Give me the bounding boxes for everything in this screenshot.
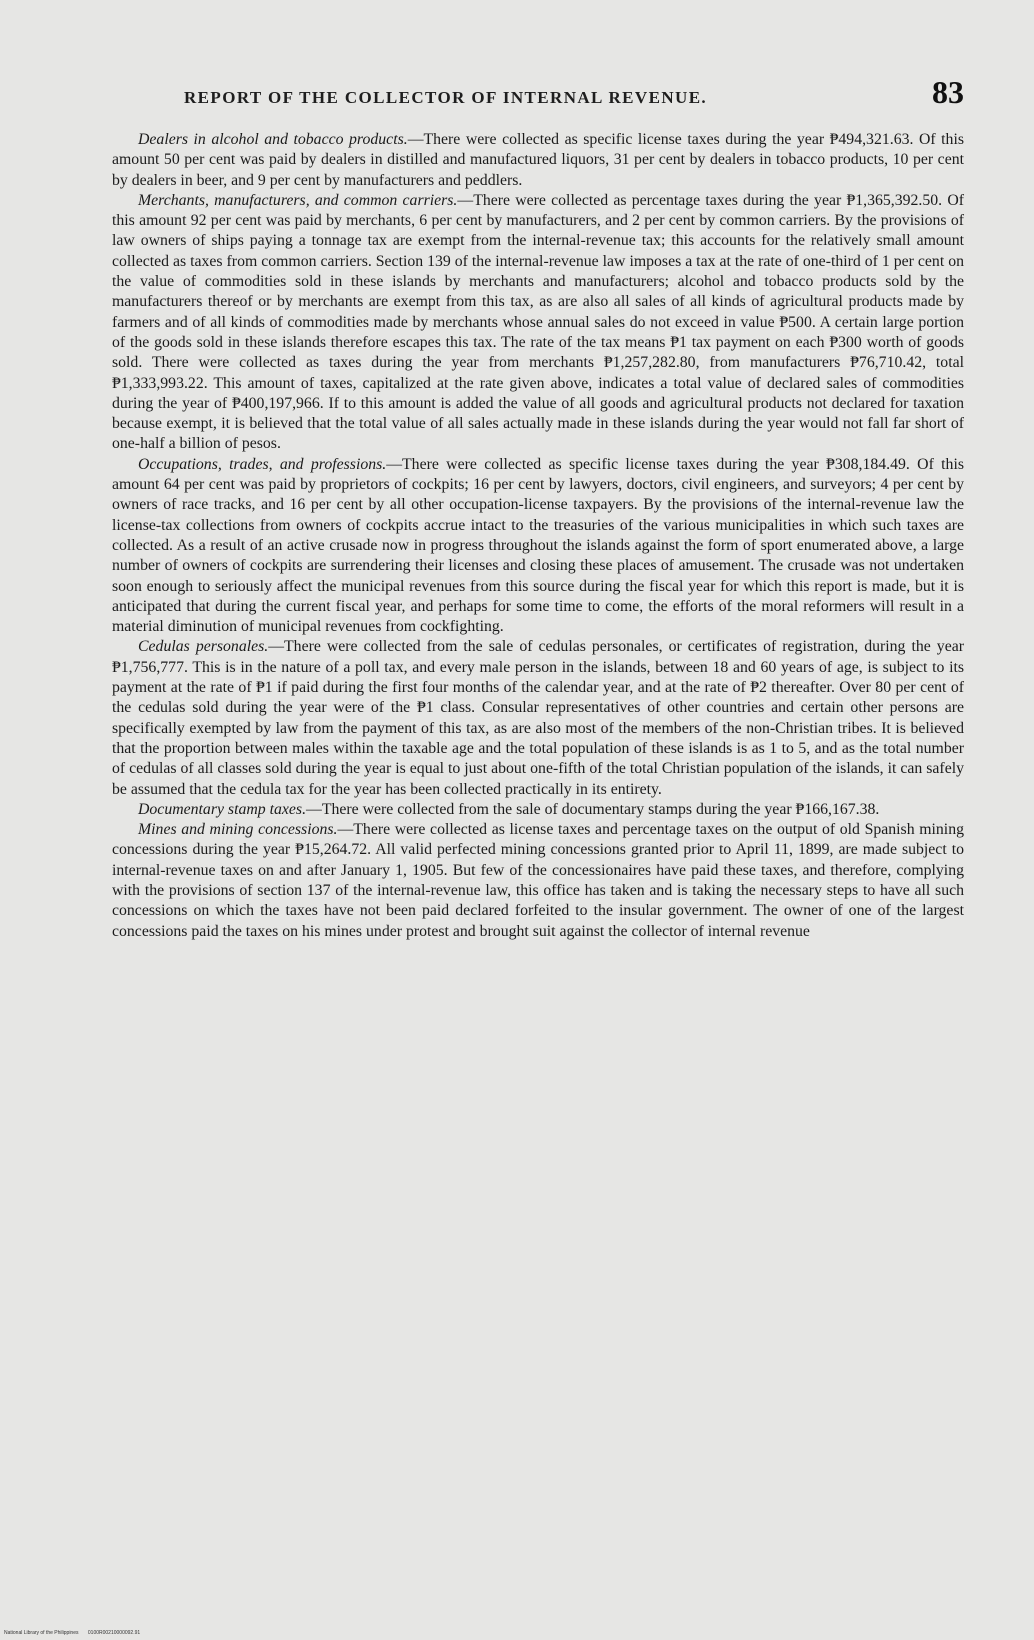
footer-library: National Library of the Philippines: [4, 1630, 79, 1636]
page-number: 83: [932, 74, 964, 110]
paragraph-body: —There were collected as license taxes and percentage taxes on the output of old Spanish mining concessions during the year ₱15,264.72. All valid perfected mining concessions granted prior to April 11, 1899, are made subject to internal-revenue taxes on and after January 1, 1905. But few of the concessionaires have paid these taxes, and therefore, complying with the provisions of section 137 of the internal-revenue law, this office has taken and is taking the necessary steps to have all such concessions on which the taxes have not been paid declared forfeited to the insular government. The owner of one of the largest concessions paid the taxes on his mines under protest and brought suit against the collector of internal revenue: [112, 821, 964, 940]
paragraph-heading: Merchants, manufacturers, and common carriers.: [138, 191, 458, 209]
paragraph-body: —There were collected from the sale of documentary stamps during the year ₱166,167.38.: [306, 800, 880, 818]
running-title: REPORT OF THE COLLECTOR OF INTERNAL REVENUE.: [184, 88, 708, 107]
paragraph-occupations: [112, 455, 964, 638]
paragraph-body: —There were collected as percentage taxes during the year ₱1,365,392.50. Of this amount 92 per cent was paid by merchants, 6 per cent by manufacturers, and 2 per cent by common carriers. By the provisions of law owners of ships paying a tonnage tax are exempt from the internal-revenue tax; this accounts for the relatively small amount collected as taxes from common carriers. Section 139 of the internal-revenue law imposes a tax at the rate of one-third of 1 per cent on the value of commodities sold in these islands by merchants and manufacturers; alcohol and tobacco products sold by the manufacturers thereof or by merchants are exempt from this tax, as are also all sales of all kinds of agricultural products made by farmers and of all kinds of commodities made by merchants whose annual sales do not exceed in value ₱500. A certain large portion of the goods sold in these islands therefore escapes this tax. The rate of the tax means ₱1 tax payment on each ₱300 worth of goods sold. There were collected as taxes during the year from merchants ₱1,257,282.80, from manufacturers ₱76,710.42, total ₱1,333,993.22. This amount of taxes, capitalized at the rate given above, indicates a total value of declared sales of commodities during the year of ₱400,197,966. If to this amount is added the value of all goods and agricultural products not declared for taxation because exempt, it is believed that the total value of all sales actually made in these islands during the year would not fall far short of one-half a billion of pesos.: [112, 191, 965, 453]
paragraph-documentary-stamps: [112, 800, 964, 820]
paragraph-heading: Mines and mining concessions.: [138, 821, 338, 839]
paragraph-heading: Occupations, trades, and professions.: [138, 455, 387, 473]
paragraph-heading: Documentary stamp taxes.: [138, 800, 307, 818]
scan-footer: [4, 1630, 148, 1636]
page-header: [112, 74, 964, 120]
paragraph-body: —There were collected as specific license taxes during the year ₱308,184.49. Of this amount 64 per cent was paid by proprietors of cockpits; 16 per cent by lawyers, doctors, civil engineers, and surveyors; 4 per cent by owners of race tracks, and 16 per cent by all other occupation-license taxpayers. By the provisions of the internal-revenue law the license-tax collections from owners of cockpits accrue intact to the treasuries of the various municipalities in which such taxes are collected. As a result of an active crusade now in progress throughout the islands against the form of sport enumerated above, a large number of owners of cockpits are surrendering their licenses and closing these places of amusement. The crusade was not undertaken soon enough to seriously affect the municipal revenues from this source during the fiscal year for which this report is made, but it is anticipated that during the current fiscal year, and perhaps for some time to come, the efforts of the moral reformers will result in a material diminution of municipal revenues from cockfighting.: [112, 455, 964, 636]
paragraph-merchants: [112, 191, 964, 455]
paragraph-heading: Dealers in alcohol and tobacco products.: [138, 131, 408, 148]
paragraph-dealers: [112, 130, 964, 191]
paragraph-mines: [112, 820, 964, 942]
paragraph-heading: Cedulas personales.: [138, 638, 269, 656]
footer-id: 0100R00210000092.91: [87, 1630, 141, 1636]
body-text: [112, 130, 964, 942]
paragraph-body: —There were collected as specific license taxes during the year ₱494,321.63. Of this amount 50 per cent was paid by dealers in distilled and manufactured liquors, 31 per cent by dealers in tobacco products, 10 per cent by dealers in beer, and 9 per cent by manufacturers and peddlers.: [112, 131, 964, 189]
paragraph-cedulas: [112, 637, 964, 799]
paragraph-body: —There were collected from the sale of cedulas personales, or certificates of registration, during the year ₱1,756,777. This is in the nature of a poll tax, and every male person in the islands, between 18 and 60 years of age, is subject to its payment at the rate of ₱1 if paid during the first four months of the calendar year, and at the rate of ₱2 thereafter. Over 80 per cent of the cedulas sold during the year were of the ₱1 class. Consular representatives of other countries and certain other persons are specifically exempted by law from the payment of this tax, as are also most of the members of the non-Christian tribes. It is believed that the proportion between males within the taxable age and the total population of these islands is as 1 to 5, and as the total number of cedulas of all classes sold during the year is equal to just about one-fifth of the total Christian population of the islands, it can safely be assumed that the cedula tax for the year has been collected practically in its entirety.: [112, 638, 964, 798]
